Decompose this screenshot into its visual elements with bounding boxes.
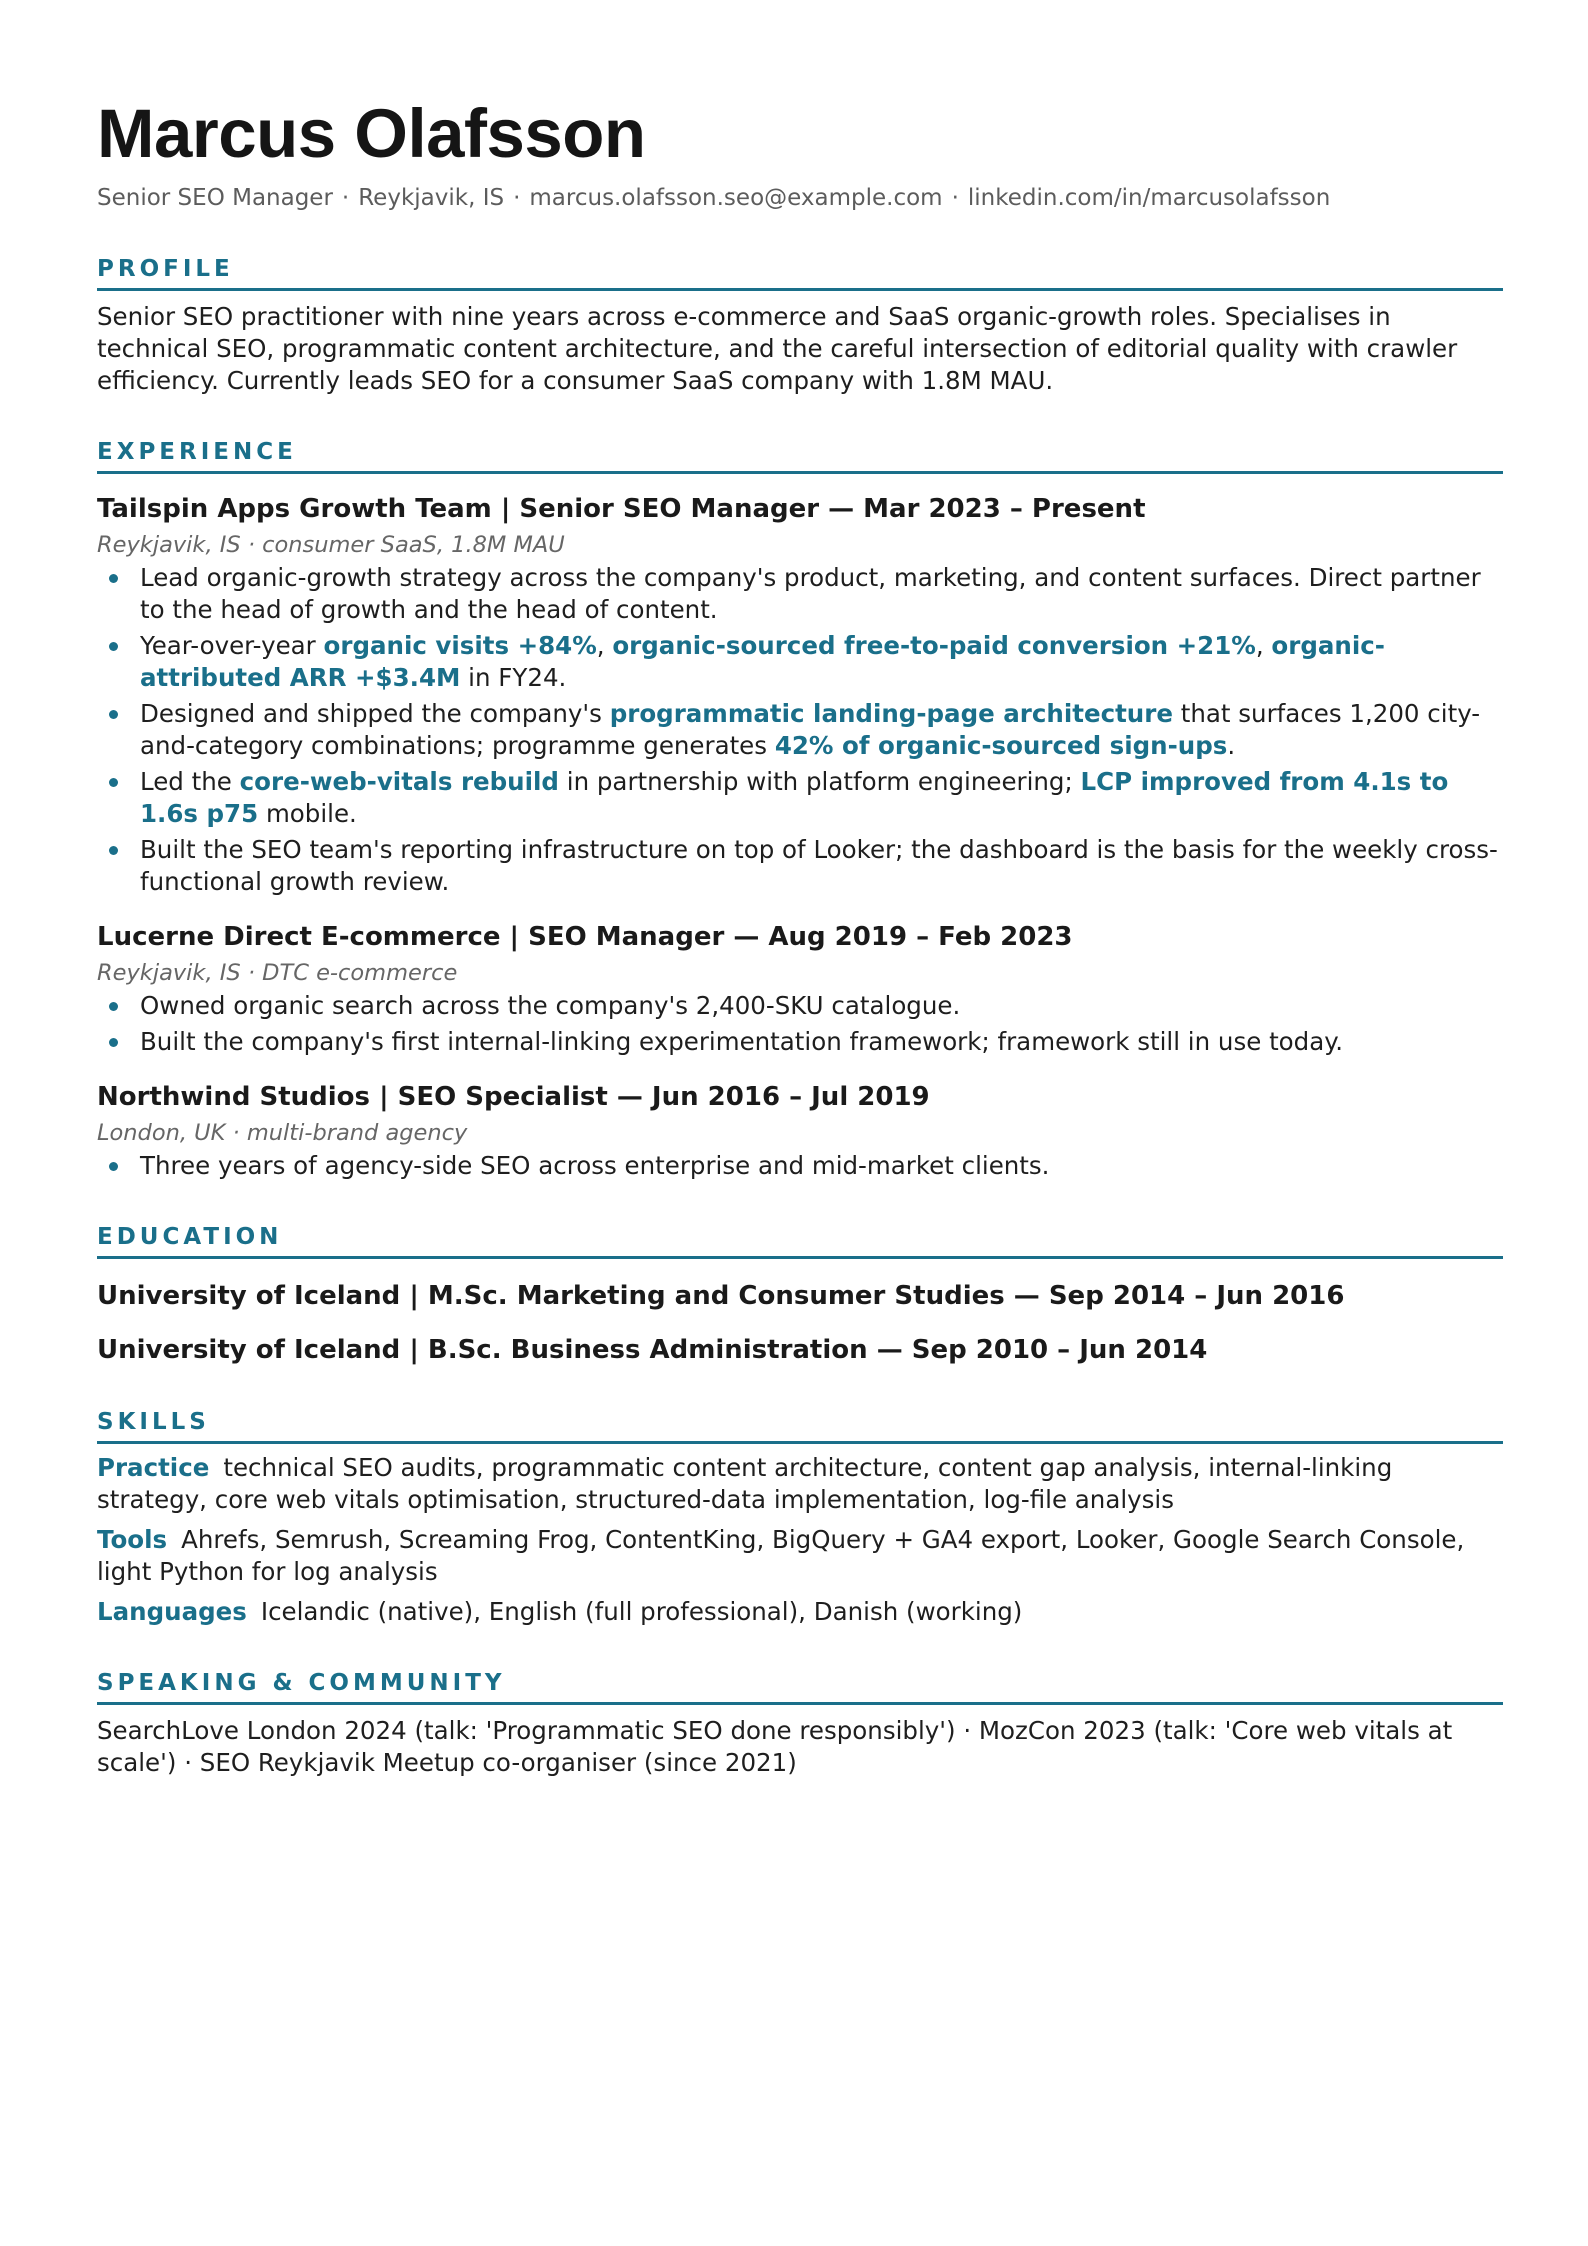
contact-title: Senior SEO Manager — [97, 185, 333, 212]
skill-label: Languages — [97, 1597, 247, 1627]
speaking-section — [97, 1670, 1503, 1779]
job-entry — [97, 1080, 1503, 1182]
bullet-dot-icon — [109, 1162, 118, 1171]
bullet-text: in FY24. — [460, 663, 567, 693]
section-title-skills: SKILLS — [97, 1409, 1503, 1444]
job-subheading: Reykjavik, IS · DTC e-commerce — [97, 960, 458, 987]
speaking-text: SearchLove London 2024 (talk: 'Programmatic SEO done responsibly') · MozCon 2023 (talk: 'Core web vitals at scale') · SEO Reykjavik Meetup co-organiser (since 2021) — [97, 1716, 1453, 1778]
skill-label: Practice — [97, 1453, 210, 1483]
skill-row-languages — [97, 1596, 1503, 1628]
bullet-text: Three years of agency-side SEO across enterprise and mid-market clients. — [140, 1151, 1050, 1181]
bullet-text: Lead organic-growth strategy across the company's product, marketing, and content surfaces. Direct partner to the head of growth and the head of content. — [140, 563, 1481, 625]
job-bullet-list — [97, 1150, 1503, 1182]
job-bullet — [97, 630, 1503, 694]
contact-linkedin[interactable]: linkedin.com/in/marcusolafsson — [967, 185, 1331, 212]
bullet-text: . — [1227, 731, 1236, 761]
skill-row-practice — [97, 1452, 1503, 1516]
bullet-text: mobile. — [258, 799, 357, 829]
job-bullet — [97, 562, 1503, 626]
contact-email[interactable]: marcus.olafsson.seo@example.com — [529, 185, 943, 212]
bullet-text: that surfaces 1,200 city-and-category combinations; programme generates — [140, 699, 1481, 761]
bullet-text: in partnership with platform engineering; — [558, 767, 1081, 797]
bullet-text: Owned organic search across the company's 2,400-SKU catalogue. — [140, 991, 961, 1021]
highlight-metric: LCP improved from 4.1s to 1.6s p75 — [140, 767, 1449, 829]
job-bullet — [97, 698, 1503, 762]
profile-text: Senior SEO practitioner with nine years across e-commerce and SaaS organic-growth roles. Specialises in technical SEO, programmatic content architecture, and the careful intersection of editorial quality with crawler efficiency. Currently leads SEO for a consumer SaaS company with 1.8M MAU. — [97, 302, 1458, 396]
highlight-metric: organic-attributed ARR +$3.4M — [140, 631, 1385, 693]
section-title-speaking: SPEAKING & COMMUNITY — [97, 1670, 1503, 1705]
bullet-text: , — [1255, 631, 1272, 661]
job-bullet — [97, 1026, 1503, 1058]
candidate-name: Marcus Olafsson — [97, 95, 646, 172]
bullet-text: Designed and shipped the company's — [140, 699, 610, 729]
bullet-text: Year-over-year — [140, 631, 324, 661]
job-bullet — [97, 834, 1503, 898]
job-bullet — [97, 990, 1503, 1022]
job-entry — [97, 492, 1503, 898]
job-bullet — [97, 766, 1503, 830]
section-title-experience: EXPERIENCE — [97, 439, 1503, 474]
skill-text: technical SEO audits, programmatic content architecture, content gap analysis, internal-linking strategy, core web vitals optimisation, structured-data implementation, log-file analysis — [97, 1453, 1393, 1515]
bullet-dot-icon — [109, 1038, 118, 1047]
bullet-text: Led the — [140, 767, 240, 797]
job-subheading: London, UK · multi-brand agency — [97, 1120, 468, 1147]
highlight-metric: 42% of organic-sourced sign-ups — [774, 731, 1228, 761]
skills-section — [97, 1409, 1503, 1628]
job-bullet-list — [97, 990, 1503, 1058]
bullet-dot-icon — [109, 846, 118, 855]
experience-section — [97, 439, 1503, 1182]
bullet-dot-icon — [109, 574, 118, 583]
education-item: University of Iceland | B.Sc. Business Administration — Sep 2010 – Jun 2014 — [97, 1335, 1208, 1366]
job-heading: Northwind Studios | SEO Specialist — Jun 2016 – Jul 2019 — [97, 1082, 930, 1113]
highlight-metric: organic-sourced free-to-paid conversion +21% — [612, 631, 1256, 661]
bullet-dot-icon — [109, 1002, 118, 1011]
job-heading: Lucerne Direct E-commerce | SEO Manager — Aug 2019 – Feb 2023 — [97, 922, 1073, 953]
bullet-text: Built the company's first internal-linking experimentation framework; framework still in use today. — [140, 1027, 1344, 1057]
job-bullet — [97, 1150, 1503, 1182]
profile-section — [97, 256, 1503, 397]
bullet-dot-icon — [109, 778, 118, 787]
job-subheading: Reykjavik, IS · consumer SaaS, 1.8M MAU — [97, 532, 565, 559]
job-heading: Tailspin Apps Growth Team | Senior SEO Manager — Mar 2023 – Present — [97, 494, 1146, 525]
bullet-dot-icon — [109, 642, 118, 651]
education-section — [97, 1224, 1503, 1367]
highlight-metric: programmatic landing-page architecture — [609, 699, 1173, 729]
bullet-dot-icon — [109, 710, 118, 719]
job-entry — [97, 920, 1503, 1058]
contact-line: Senior SEO Manager · Reykjavik, IS · marcus.olafsson.seo@example.com · linkedin.com/in/marcusolafsson — [97, 185, 1331, 212]
bullet-text: , — [596, 631, 613, 661]
job-bullet-list — [97, 562, 1503, 898]
skill-text: Icelandic (native), English (full professional), Danish (working) — [260, 1597, 1023, 1627]
job-list — [97, 492, 1503, 1182]
highlight-metric: core-web-vitals rebuild — [239, 767, 559, 797]
education-item: University of Iceland | M.Sc. Marketing and Consumer Studies — Sep 2014 – Jun 2016 — [97, 1281, 1345, 1312]
skill-text: Ahrefs, Semrush, Screaming Frog, ContentKing, BigQuery + GA4 export, Looker, Google Search Console, light Python for log analysis — [97, 1525, 1465, 1587]
highlight-metric: organic visits +84% — [323, 631, 597, 661]
section-title-profile: PROFILE — [97, 256, 1503, 291]
contact-location: Reykjavik, IS — [358, 185, 505, 212]
bullet-text: Built the SEO team's reporting infrastructure on top of Looker; the dashboard is the basis for the weekly cross-functional growth review. — [140, 835, 1498, 897]
skill-label: Tools — [97, 1525, 168, 1555]
skill-row-tools — [97, 1524, 1503, 1588]
section-title-education: EDUCATION — [97, 1224, 1503, 1259]
